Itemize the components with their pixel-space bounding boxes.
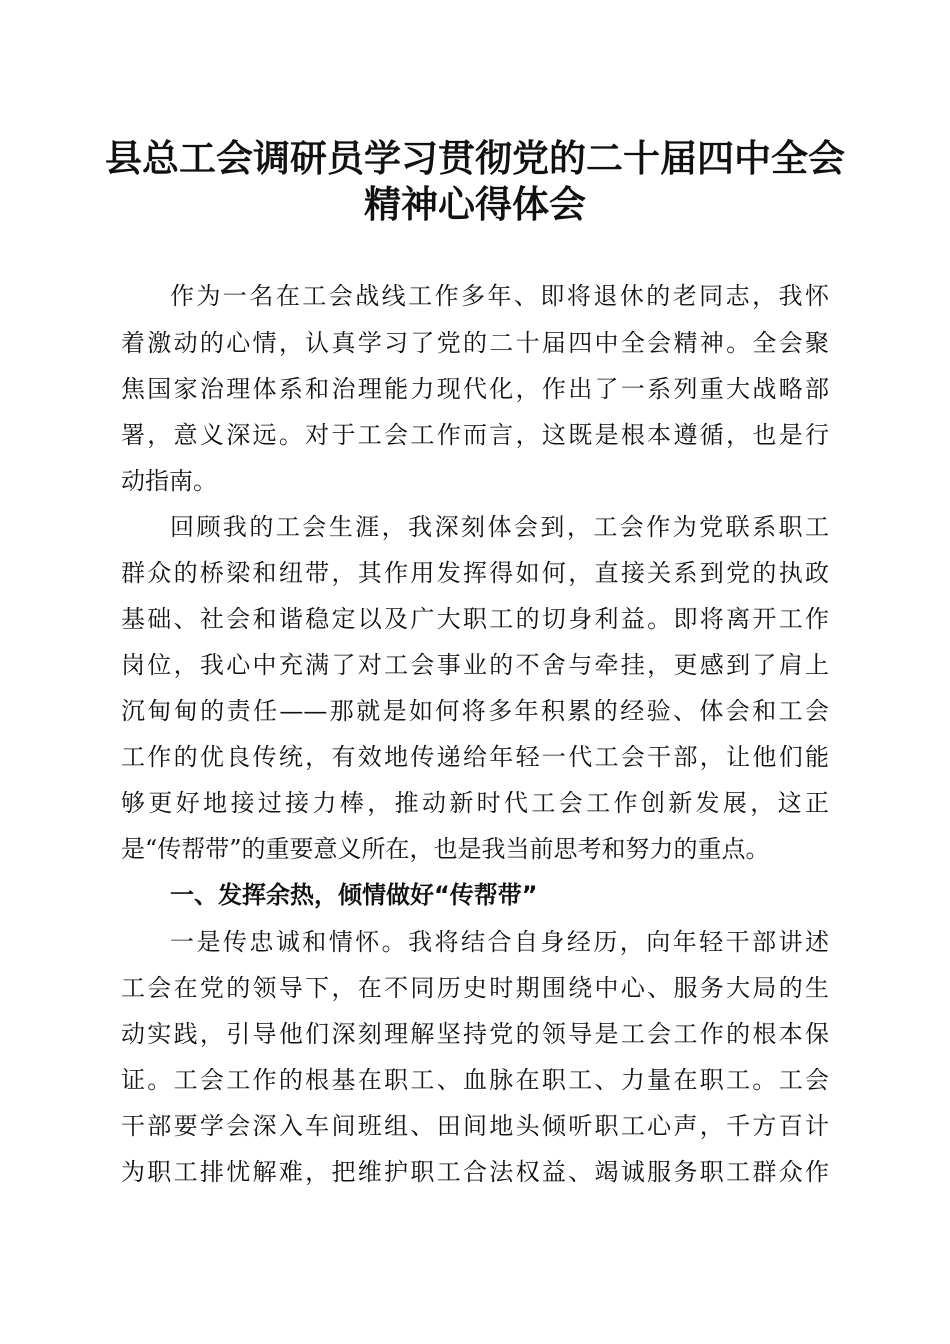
paragraph-1-line-4: 署，意义深远。对于工会工作而言，这既是根本遵循，也是行 bbox=[121, 421, 829, 449]
paragraph-3-line-4: 证。工会工作的根基在职工、血脉在职工、力量在职工。工会 bbox=[121, 1066, 829, 1094]
paragraph-2-line-1: 回顾我的工会生涯，我深刻体会到，工会作为党联系职工 bbox=[170, 513, 829, 541]
paragraph-1-line-2: 着激动的心情，认真学习了党的二十届四中全会精神。全会聚 bbox=[121, 329, 829, 357]
paragraph-1-line-3: 焦国家治理体系和治理能力现代化，作出了一系列重大战略部 bbox=[121, 375, 829, 403]
paragraph-1-line-1: 作为一名在工会战线工作多年、即将退休的老同志，我怀 bbox=[170, 282, 829, 310]
paragraph-2-line-7: 够更好地接过接力棒，推动新时代工会工作创新发展，这正 bbox=[121, 789, 829, 817]
paragraph-3-line-2: 工会在党的领导下，在不同历史时期围绕中心、服务大局的生 bbox=[121, 974, 829, 1002]
paragraph-2-line-5: 沉甸甸的责任——那就是如何将多年积累的经验、体会和工会 bbox=[121, 697, 829, 725]
paragraph-3-line-5: 干部要学会深入车间班组、田间地头倾听职工心声，千方百计 bbox=[121, 1112, 829, 1140]
paragraph-2-line-6: 工作的优良传统，有效地传递给年轻一代工会干部，让他们能 bbox=[121, 743, 829, 771]
paragraph-2-line-2: 群众的桥梁和纽带，其作用发挥得如何，直接关系到党的执政 bbox=[121, 559, 829, 587]
paragraph-1-line-5: 动指南。 bbox=[121, 467, 217, 495]
paragraph-3-line-1: 一是传忠诚和情怀。我将结合自身经历，向年轻干部讲述 bbox=[170, 928, 829, 956]
document-title-line-2: 精神心得体会 bbox=[364, 182, 586, 226]
paragraph-2-line-8: 是“传帮带”的重要意义所在，也是我当前思考和努力的重点。 bbox=[121, 835, 770, 863]
paragraph-3-line-6: 为职工排忧解难，把维护职工合法权益、竭诚服务职工群众作 bbox=[121, 1158, 829, 1186]
document-title-line-1: 县总工会调研员学习贯彻党的二十届四中全会 bbox=[105, 136, 845, 180]
section-1-heading: 一、发挥余热，倾情做好“传帮带” bbox=[170, 881, 538, 909]
paragraph-2-line-4: 岗位，我心中充满了对工会事业的不舍与牵挂，更感到了肩上 bbox=[121, 651, 829, 679]
paragraph-3-line-3: 动实践，引导他们深刻理解坚持党的领导是工会工作的根本保 bbox=[121, 1020, 829, 1048]
paragraph-2-line-3: 基础、社会和谐稳定以及广大职工的切身利益。即将离开工作 bbox=[121, 605, 829, 633]
